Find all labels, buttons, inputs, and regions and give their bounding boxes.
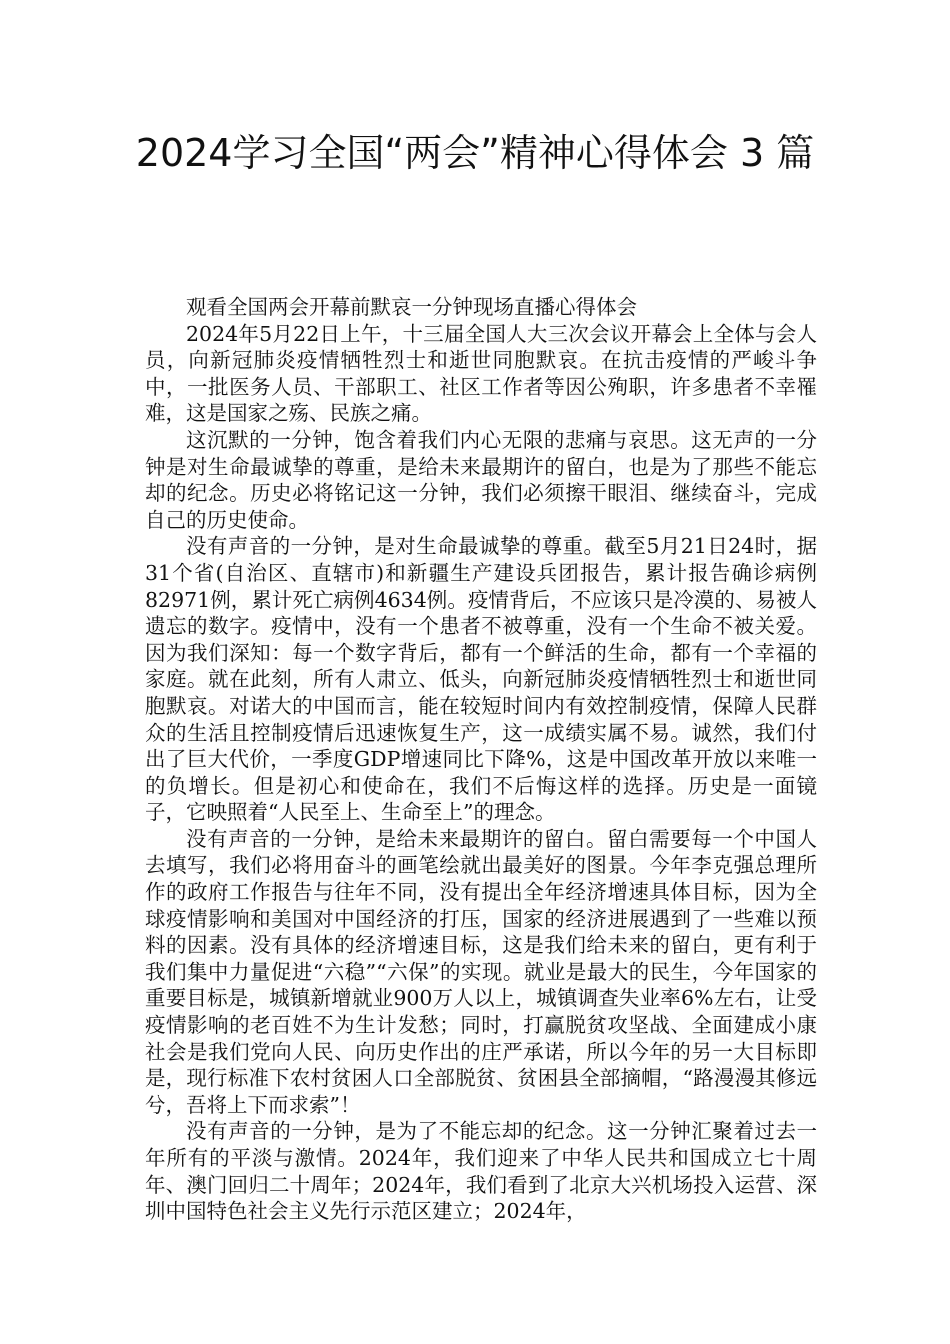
paragraph: 没有声音的一分钟，是给未来最期许的留白。留白需要每一个中国人去填写，我们必将用奋斗的画笔绘就出最美好的图景。今年李克强总理所作的政府工作报告与往年不同，没有提出全年经济增速具体目标，因为全球疫情影响和美国对中国经济的打压，国家的经济进展遇到了一些难以预料的因素。没有具体的经济增速目标，这是我们给未来的留白，更有利于我们集中力量促进“六稳”“六保”的实现。就业是最大的民生，今年国家的重要目标是，城镇新增就业900万人以上，城镇调查失业率6%左右，让受疫情影响的老百姓不为生计发愁；同时，打赢脱贫攻坚战、全面建成小康社会是我们党向人民、向历史作出的庄严承诺，所以今年的另一大目标即是，现行标准下农村贫困人口全部脱贫、贫困县全部摘帽，“路漫漫其修远兮，吾将上下而求索”！ (145, 826, 817, 1117)
paragraph: 这沉默的一分钟，饱含着我们内心无限的悲痛与哀思。这无声的一分钟是对生命最诚挚的尊重，是给未来最期许的留白，也是为了那些不能忘却的纪念。历史必将铭记这一分钟，我们必须擦干眼泪、继续奋斗，完成自己的历史使命。 (145, 427, 817, 532)
document-title: 2024学习全国“两会”精神心得体会 3 篇 (135, 131, 815, 175)
document-body (145, 294, 817, 1225)
paragraph: 2024年5月22日上午，十三届全国人大三次会议开幕会上全体与会人员，向新冠肺炎疫情牺牲烈士和逝世同胞默哀。在抗击疫情的严峻斗争中，一批医务人员、干部职工、社区工作者等因公殉职，许多患者不幸罹难，这是国家之殇、民族之痛。 (145, 321, 817, 426)
paragraph: 没有声音的一分钟，是为了不能忘却的纪念。这一分钟汇聚着过去一年所有的平淡与激情。2024年，我们迎来了中华人民共和国成立七十周年、澳门回归二十周年；2024年，我们看到了北京大兴机场投入运营、深圳中国特色社会主义先行示范区建立；2024年， (145, 1119, 817, 1224)
document-subtitle: 观看全国两会开幕前默哀一分钟现场直播心得体会 (186, 295, 637, 319)
paragraph: 没有声音的一分钟，是对生命最诚挚的尊重。截至5月21日24时，据31个省(自治区、直辖市)和新疆生产建设兵团报告，累计报告确诊病例82971例，累计死亡病例4634例。疫情背后，不应该只是冷漠的、易被人遗忘的数字。疫情中，没有一个患者不被尊重，没有一个生命不被关爱。因为我们深知：每一个数字背后，都有一个鲜活的生命，都有一个幸福的家庭。就在此刻，所有人肃立、低头，向新冠肺炎疫情牺牲烈士和逝世同胞默哀。对诺大的中国而言，能在较短时间内有效控制疫情，保障人民群众的生活且控制疫情后迅速恢复生产，这一成绩实属不易。诚然，我们付出了巨大代价，一季度GDP增速同比下降%，这是中国改革开放以来唯一的负增长。但是初心和使命在，我们不后悔这样的选择。历史是一面镜子，它映照着“人民至上、生命至上”的理念。 (145, 534, 817, 825)
